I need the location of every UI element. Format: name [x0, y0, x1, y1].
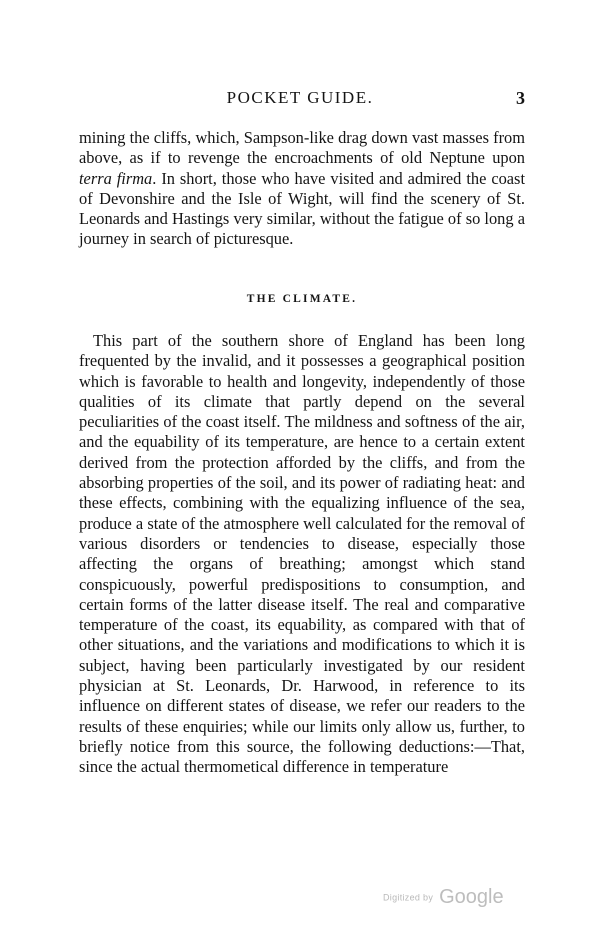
google-logo: Google — [439, 886, 504, 908]
running-head — [75, 88, 525, 112]
italic-phrase: terra firma — [79, 168, 153, 188]
paragraph-text: mining the cliffs, which, Sampson-like drag down vast masses from above, as if to revenge the encroachments of old Neptune upon — [79, 128, 525, 168]
climate-paragraph: This part of the southern shore of England has been long frequented by the invalid, and it possesses a geographical position which is favorable to health and longevity, independently of those qualities of its climate that partly depend on the several peculiarities of the coast itself. The mildness and softness of the air, and the equability of its temperature, are hence to a certain extent derived from the protection afforded by the cliffs, and from the absorbing properties of the soil, and its power of radiating heat: and these effects, combining with the equalizing influence of the sea, produce a state of the atmosphere well calculated for the removal of various disorders or tendencies to disease, especially those affecting the organs of breathing; amongst which stand conspicuously, powerful predispositions to consumption, and certain forms of the latter disease itself. The real and comparative temperature of the coast, its equability, as compared with that of other situations, and the variations and modifications to which it is subject, having been particularly investigated by our resident physician at St. Leonards, Dr. Harwood, in reference to its influence on different states of disease, we refer our readers to the results of these enquiries; while our limits only allow us, further, to briefly notice from this source, the following deductions:—That, since the actual thermometical difference in temperature — [79, 331, 525, 777]
paragraph-text: . In short, those who have visited and admired the coast of Devonshire and the Isle of Wight, will find the scenery of St. Leonards and Hastings very similar, without the fatigue of so long a journey in search of picturesque. — [79, 168, 525, 249]
digitized-watermark — [383, 886, 523, 916]
section-heading: THE CLIMATE. — [246, 293, 358, 305]
page-number: 3 — [516, 88, 525, 108]
paragraph-continued — [79, 128, 525, 250]
watermark-prefix: Digitized by — [383, 892, 434, 903]
running-title: POCKET GUIDE. — [226, 88, 374, 107]
